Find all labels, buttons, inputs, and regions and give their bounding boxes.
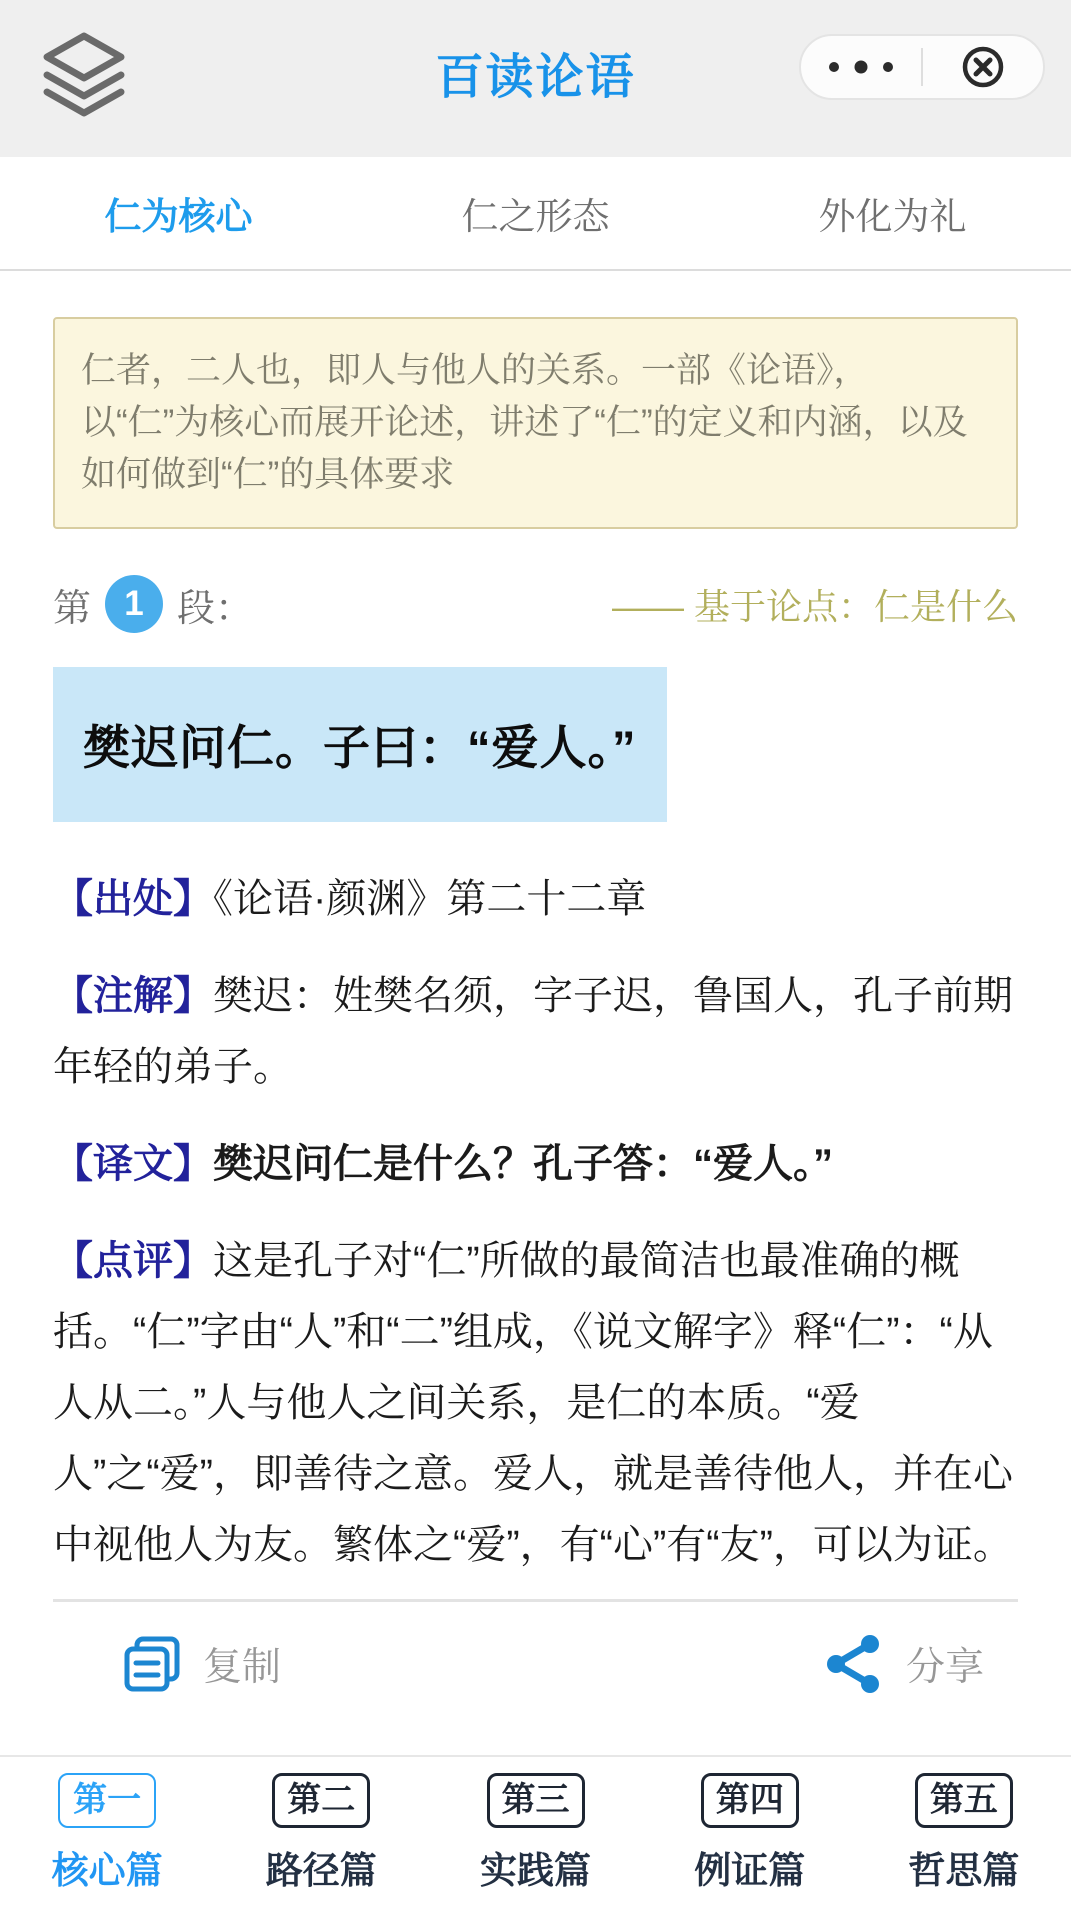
entry-commentary [53, 1226, 1018, 1581]
tab-ren-li[interactable] [714, 157, 1071, 269]
nav-label: 实践篇 [480, 1849, 591, 1891]
entry-translation [53, 1129, 1018, 1200]
tab-label: 仁为核心 [104, 196, 253, 237]
tab-ren-core[interactable] [0, 157, 357, 269]
segment-annotation: —— 基于论点：仁是什么 [611, 585, 1018, 627]
copy-icon [121, 1633, 183, 1695]
tab-label: 仁之形态 [461, 196, 610, 237]
tab-label: 外化为礼 [818, 196, 967, 237]
entry-source-label: 【出处】 [53, 877, 213, 921]
actions-row [53, 1626, 1018, 1702]
nav-item-path[interactable] [214, 1757, 428, 1911]
share-label: 分享 [905, 1646, 984, 1689]
segment-header [53, 575, 1018, 633]
nav-item-example[interactable] [643, 1757, 857, 1911]
entry-source-text: 《论语·颜渊》第二十二章 [213, 877, 647, 921]
content [0, 317, 1071, 1702]
tab-ren-form[interactable] [357, 157, 714, 269]
segment-number-badge: 1 [105, 575, 163, 633]
share-icon [822, 1632, 886, 1696]
page-title: 百读论语 [435, 51, 636, 104]
entry-annotation [53, 961, 1018, 1103]
quote-highlight: 樊迟问仁。子曰：“爱人。” [53, 667, 667, 822]
more-dots-icon[interactable] [801, 36, 921, 98]
header [0, 0, 1071, 157]
nav-badge: 第五 [915, 1773, 1013, 1828]
nav-label: 核心篇 [51, 1849, 163, 1891]
entry-translation-text: 樊迟问仁是什么？孔子答：“爱人。” [213, 1142, 833, 1186]
nav-item-practice[interactable] [428, 1757, 642, 1911]
nav-item-core[interactable] [0, 1757, 214, 1911]
miniapp-capsule [799, 34, 1045, 100]
circle-close-icon[interactable] [923, 36, 1043, 98]
entry-annotation-label: 【注解】 [53, 974, 213, 1018]
tabbar [0, 157, 1071, 271]
nav-label: 哲思篇 [908, 1849, 1020, 1891]
entry-commentary-text: 这是孔子对“仁”所做的最简洁也最准确的概括。“仁”字由“人”和“二”组成，《说文解字》释“仁”：“从人从二。”人与他人之间关系，是仁的本质。“爱人”之“爱”，即善待之意。爱人，就是善待他人，并在心中视他人为友。繁体之“爱”，有“心”有“友”，可以为证。 [53, 1239, 1013, 1567]
segment-suffix: 段： [177, 587, 254, 630]
actions-divider [53, 1599, 1018, 1602]
nav-badge: 第四 [701, 1773, 799, 1828]
nav-item-philosophy[interactable] [857, 1757, 1071, 1911]
entry-commentary-label: 【点评】 [53, 1239, 213, 1283]
entry-annotation-text: 樊迟：姓樊名须，字子迟，鲁国人，孔子前期年轻的弟子。 [53, 974, 1013, 1089]
copy-label: 复制 [203, 1646, 282, 1689]
share-button[interactable] [822, 1632, 984, 1696]
segment-prefix: 第 [53, 587, 92, 630]
bottom-nav [0, 1755, 1071, 1911]
nav-badge: 第二 [272, 1773, 370, 1828]
entry-source [53, 864, 1018, 935]
nav-label: 路径篇 [265, 1849, 377, 1891]
intro-box: 仁者，二人也，即人与他人的关系。一部《论语》，以“仁”为核心而展开论述，讲述了“仁”的定义和内涵，以及如何做到“仁”的具体要求 [53, 317, 1018, 529]
nav-badge: 第一 [58, 1773, 156, 1828]
copy-button[interactable] [121, 1633, 281, 1695]
nav-badge: 第三 [487, 1773, 585, 1828]
nav-label: 例证篇 [694, 1849, 806, 1891]
entry-translation-label: 【译文】 [53, 1142, 213, 1186]
